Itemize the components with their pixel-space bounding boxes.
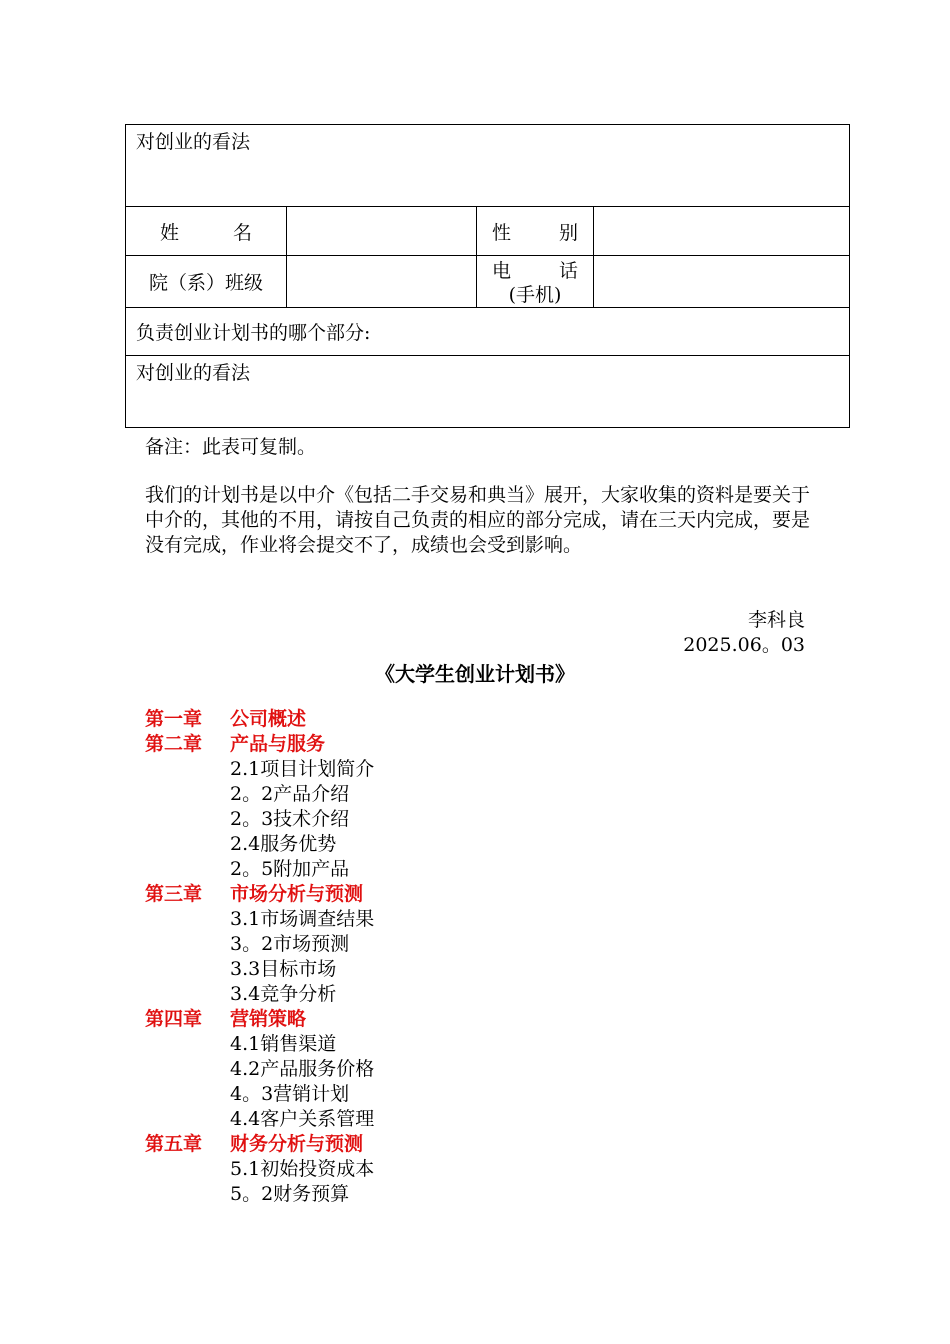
toc-section: 4。3营销计划	[230, 1083, 350, 1105]
instruction-paragraph: 我们的计划书是以中介《包括二手交易和典当》展开，大家收集的资料是要关于中介的，其他的不用，请按自己负责的相应的部分完成，请在三天内完成，要是没有完成，作业将会提交不了，成绩也会受到影响。	[145, 484, 811, 556]
toc-section: 2.4服务优势	[230, 833, 337, 855]
phone-label-char1: 电	[492, 260, 512, 282]
phone-label-char2: 话	[558, 260, 578, 282]
view-cell[interactable]	[126, 356, 850, 428]
chapter-number: 第二章	[145, 733, 203, 755]
chapter-title: 产品与服务	[230, 733, 326, 755]
table-of-contents	[145, 707, 374, 1207]
toc-section: 2。5附加产品	[230, 858, 350, 880]
toc-chapter	[145, 1132, 374, 1157]
toc-section: 2。2产品介绍	[230, 783, 350, 805]
signature-date: 2025.06。03	[683, 634, 805, 656]
document-title: 《大学生创业计划书》	[375, 662, 575, 686]
toc-section: 4.4客户关系管理	[230, 1108, 375, 1130]
chapter-title: 财务分析与预测	[230, 1133, 364, 1155]
toc-section: 3.3目标市场	[230, 958, 337, 980]
toc-section: 2。3技术介绍	[230, 808, 350, 830]
chapter-number: 第一章	[145, 708, 203, 730]
view-cell-top	[126, 125, 850, 207]
toc-section: 5.1初始投资成本	[230, 1158, 375, 1180]
registration-form	[125, 124, 850, 428]
name-label-cell	[126, 207, 287, 256]
gender-label-char1: 性	[492, 221, 512, 244]
chapter-title: 市场分析与预测	[230, 883, 364, 905]
phone-value-cell[interactable]	[594, 256, 850, 308]
part-cell[interactable]	[126, 308, 850, 356]
chapter-number: 第三章	[145, 883, 203, 905]
toc-section: 3.1市场调查结果	[230, 908, 375, 930]
toc-chapter	[145, 707, 374, 732]
note-text: 备注：此表可复制。	[145, 436, 317, 458]
part-label: 负责创业计划书的哪个部分:	[136, 322, 371, 344]
class-value-cell[interactable]	[287, 256, 477, 308]
chapter-title: 营销策略	[230, 1008, 307, 1030]
view-label: 对创业的看法	[136, 362, 251, 384]
name-label-char2: 名	[232, 221, 252, 244]
toc-section: 4.2产品服务价格	[230, 1058, 375, 1080]
toc-section: 4.1销售渠道	[230, 1033, 337, 1055]
toc-chapter	[145, 732, 374, 757]
chapter-number: 第五章	[145, 1133, 203, 1155]
gender-value-cell[interactable]	[594, 207, 850, 256]
toc-chapter	[145, 882, 374, 907]
signature-name: 李科良	[747, 609, 805, 631]
class-label: 院（系）班级	[148, 272, 263, 294]
signature-block	[683, 608, 805, 658]
phone-label-mobile: (手机)	[508, 284, 562, 306]
toc-section: 2.1项目计划简介	[230, 758, 375, 780]
name-label-char1: 姓	[160, 221, 180, 244]
phone-label-cell	[477, 256, 594, 308]
chapter-number: 第四章	[145, 1008, 203, 1030]
toc-section: 3。2市场预测	[230, 933, 350, 955]
name-value-cell[interactable]	[287, 207, 477, 256]
class-label-cell	[126, 256, 287, 308]
toc-section: 5。2财务预算	[230, 1183, 350, 1205]
toc-section: 3.4竞争分析	[230, 983, 337, 1005]
toc-chapter	[145, 1007, 374, 1032]
gender-label-cell	[477, 207, 594, 256]
chapter-title: 公司概述	[230, 708, 307, 730]
view-label-top: 对创业的看法	[136, 131, 251, 153]
gender-label-char2: 别	[558, 221, 578, 244]
